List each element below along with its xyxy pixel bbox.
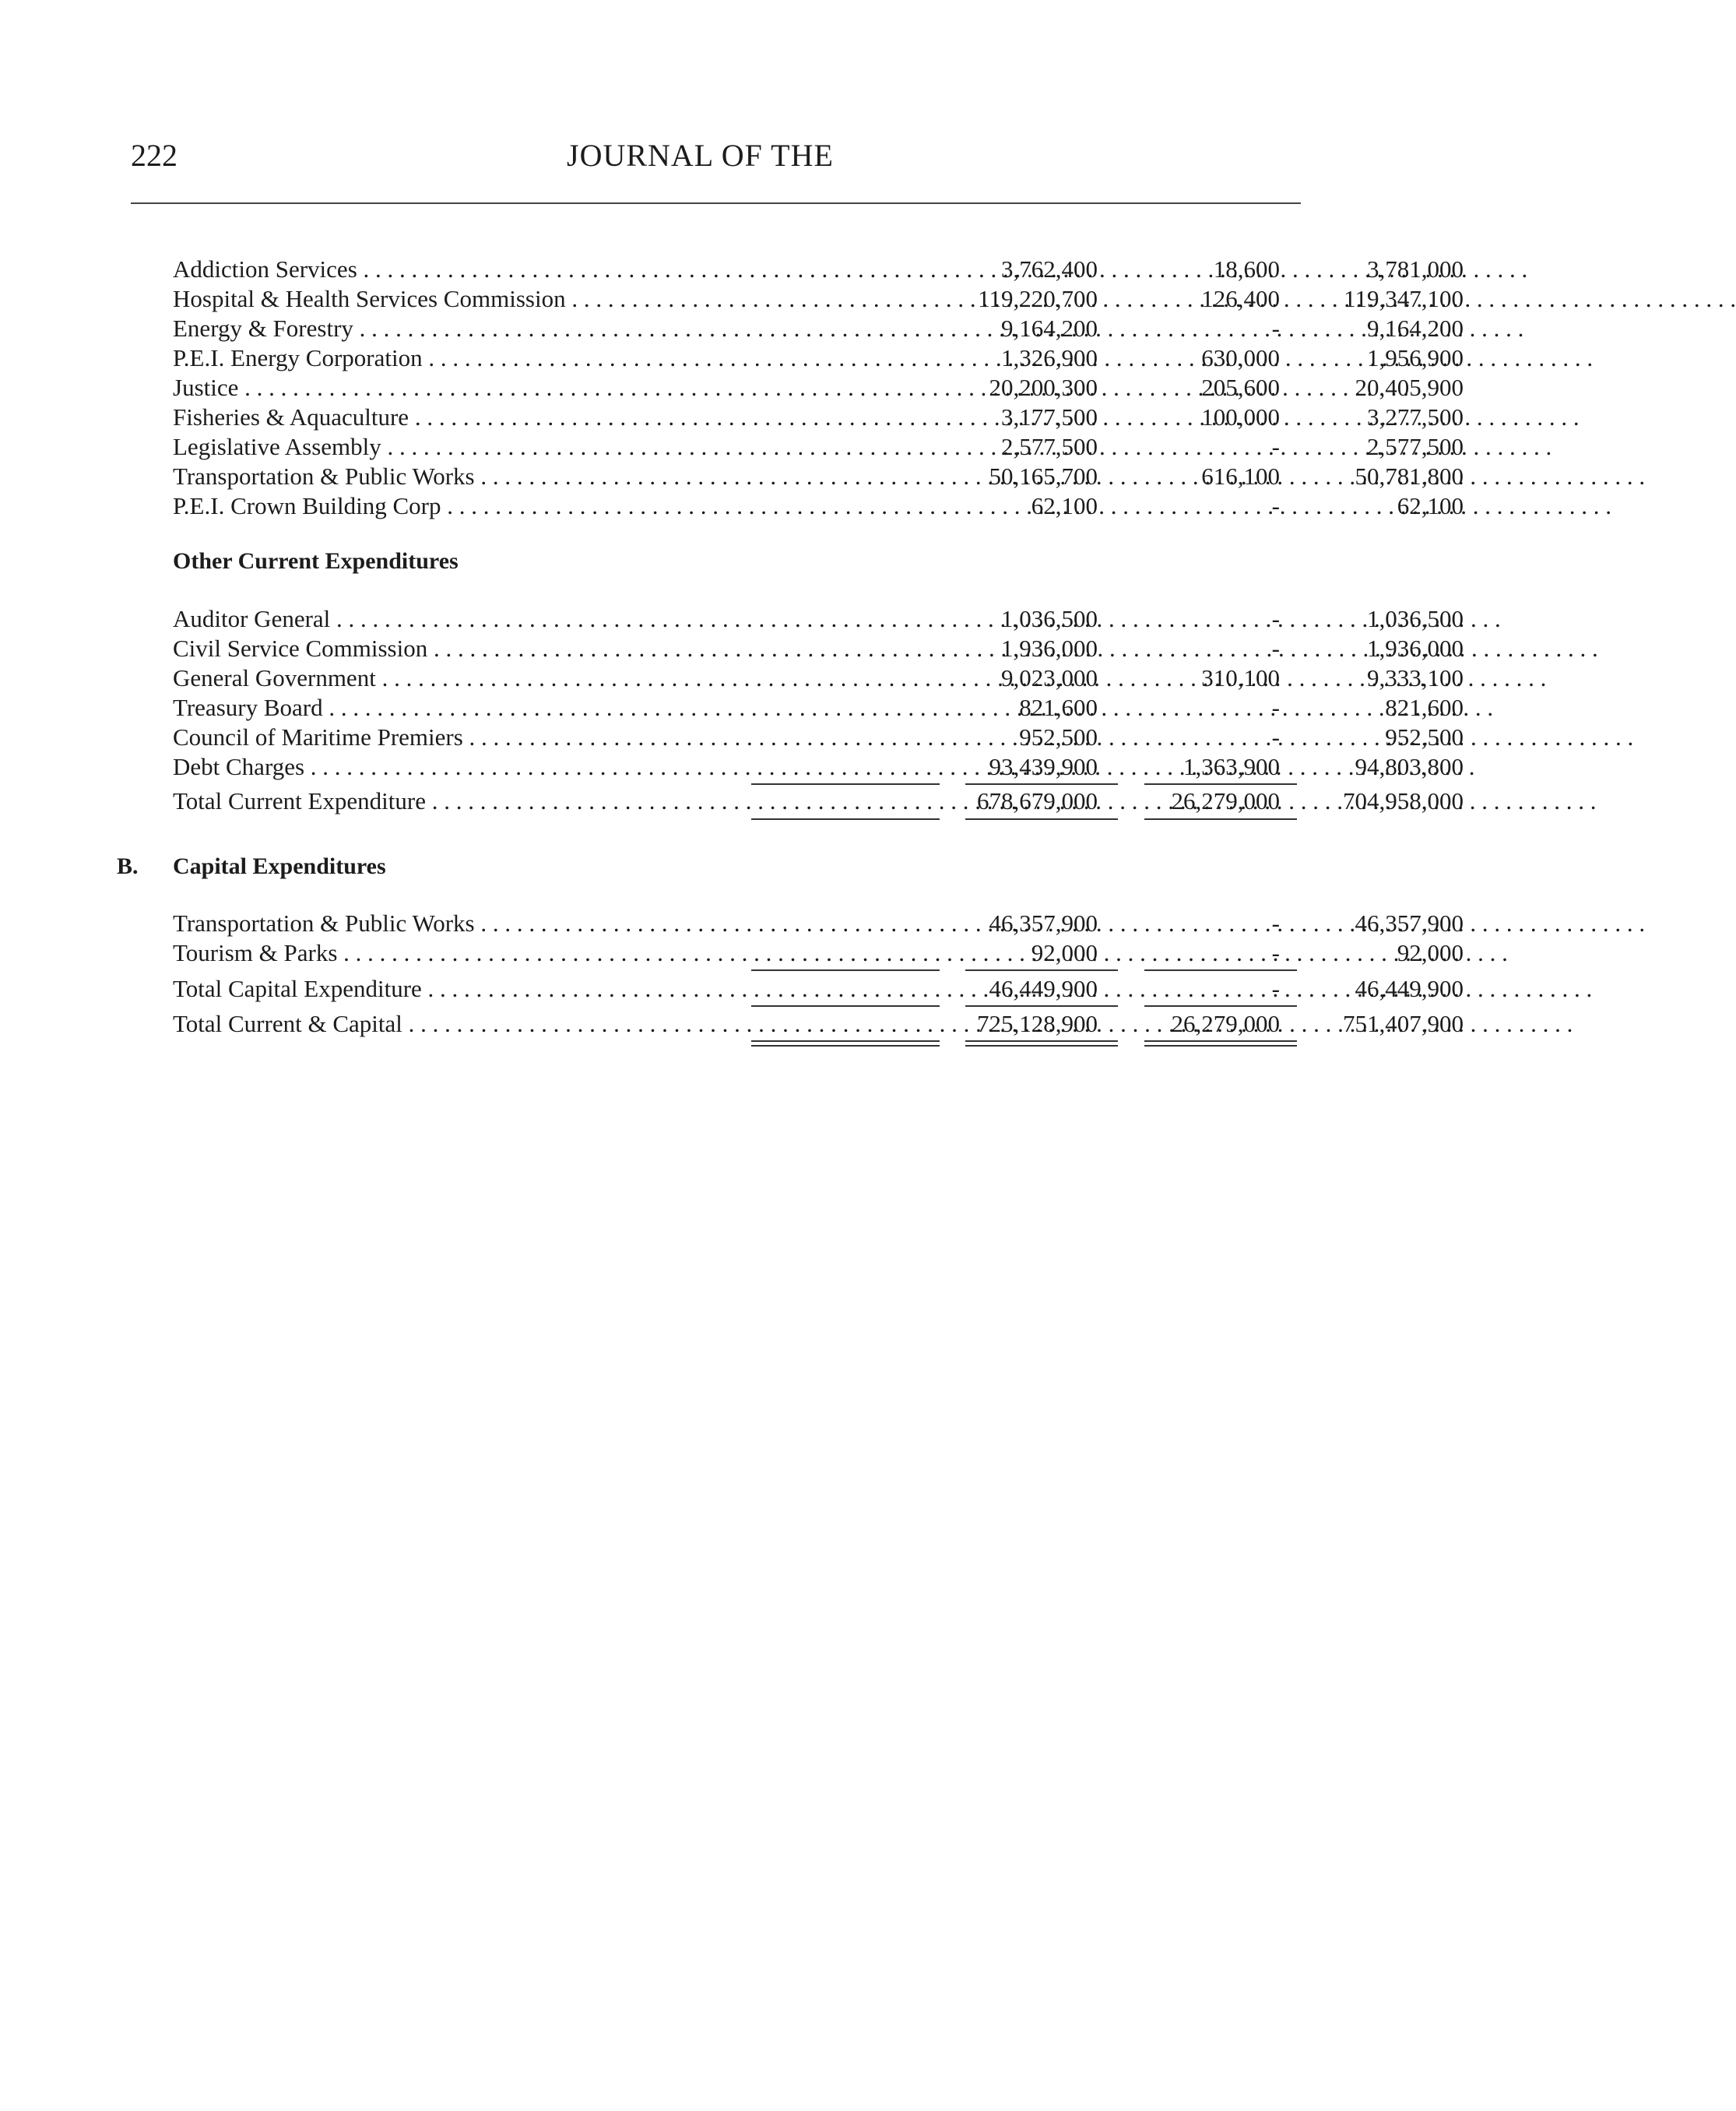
col1-value: 93,439,900: [989, 753, 1098, 780]
table-row: [173, 432, 1464, 462]
col2-value: -: [1271, 975, 1280, 1002]
section-heading-other: Other Current Expenditures: [173, 548, 459, 574]
subtotal-rule: [965, 969, 1118, 971]
row-label: Council of Maritime Premiers . . .: [173, 723, 749, 752]
subtotal-rule: [1144, 969, 1297, 971]
col2-value: -: [1271, 723, 1280, 751]
row-label: Legislative Assembly . . .: [173, 432, 749, 462]
col1-value: 952,500: [1019, 723, 1098, 751]
col3-value: 50,781,800: [1355, 463, 1464, 490]
col1-value: 1,326,900: [1001, 344, 1098, 371]
col2-value: -: [1271, 315, 1280, 342]
col1-value: 3,762,400: [1001, 255, 1098, 283]
col3-value: 9,333,100: [1367, 664, 1464, 691]
table-row: [173, 403, 1464, 432]
col3-value: 952,500: [1385, 723, 1464, 751]
col1-value: 1,936,000: [1001, 635, 1098, 662]
col3-value: 94,803,800: [1355, 753, 1464, 780]
subtotal-rule: [1144, 1005, 1297, 1007]
col2-value: -: [1271, 909, 1280, 937]
section-letter: B.: [117, 853, 139, 879]
double-rule: [751, 1045, 940, 1047]
col3-value: 1,956,900: [1367, 344, 1464, 371]
row-label: Total Current & Capital . . .: [173, 1009, 749, 1039]
row-label: Tourism & Parks . . .: [173, 938, 749, 968]
double-rule: [751, 1040, 940, 1042]
table-row: [173, 462, 1464, 491]
table-row: [173, 255, 1464, 284]
col3-value: 20,405,900: [1355, 374, 1464, 401]
col3-value: 1,936,000: [1367, 635, 1464, 662]
total-capital-row: [173, 974, 1464, 1004]
row-label: Civil Service Commission . . .: [173, 634, 749, 663]
col3-value: 1,036,500: [1367, 605, 1464, 632]
row-label: Debt Charges . . .: [173, 752, 749, 782]
double-rule: [1144, 1045, 1297, 1047]
table-row: [173, 634, 1464, 663]
grand-total-row: [173, 1009, 1464, 1039]
subtotal-rule: [751, 969, 940, 971]
table-row: [173, 693, 1464, 723]
col3-value: 3,781,000: [1367, 255, 1464, 283]
total-rule: [751, 818, 940, 820]
row-label: Justice . . .: [173, 373, 749, 403]
col3-value: 46,449,900: [1355, 975, 1464, 1002]
subtotal-rule: [1144, 783, 1297, 785]
table-row: [173, 373, 1464, 403]
row-label: Total Capital Expenditure . . .: [173, 974, 749, 1004]
table-row: [173, 491, 1464, 521]
section-heading-capital: Capital Expenditures: [173, 853, 386, 879]
col1-value: 20,200,300: [989, 374, 1098, 401]
table-row: [173, 938, 1464, 968]
double-rule: [965, 1040, 1118, 1042]
total-current-row: [173, 786, 1464, 816]
col2-value: -: [1271, 433, 1280, 460]
col2-value: -: [1271, 694, 1280, 721]
col2-value: 126,400: [1201, 285, 1280, 312]
row-label: Transportation & Public Works . . .: [173, 909, 749, 938]
col2-value: 26,279,000: [1171, 1010, 1280, 1037]
subtotal-rule: [965, 1005, 1118, 1007]
col2-value: -: [1271, 939, 1280, 966]
col1-value: 1,036,500: [1001, 605, 1098, 632]
row-label: Transportation & Public Works . . .: [173, 462, 749, 491]
col2-value: -: [1271, 492, 1280, 519]
col1-value: 9,023,000: [1001, 664, 1098, 691]
col2-value: 1,363,900: [1183, 753, 1280, 780]
col1-value: 725,128,900: [977, 1010, 1098, 1037]
col2-value: 18,600: [1213, 255, 1280, 283]
col3-value: 751,407,900: [1343, 1010, 1464, 1037]
col1-value: 678,679,000: [977, 787, 1098, 814]
col1-value: 50,165,700: [989, 463, 1098, 490]
double-rule: [1144, 1040, 1297, 1042]
table-row: [173, 909, 1464, 938]
subtotal-rule: [751, 783, 940, 785]
col2-value: 205,600: [1201, 374, 1280, 401]
col1-value: 62,100: [1031, 492, 1098, 519]
table-row: [173, 343, 1464, 373]
table-row: [173, 723, 1464, 752]
row-label: P.E.I. Energy Corporation . . .: [173, 343, 749, 373]
col1-value: 821,600: [1019, 694, 1098, 721]
col3-value: 821,600: [1385, 694, 1464, 721]
col3-value: 9,164,200: [1367, 315, 1464, 342]
col1-value: 3,177,500: [1001, 403, 1098, 431]
row-label: Energy & Forestry . . .: [173, 314, 749, 343]
col2-value: 310,100: [1201, 664, 1280, 691]
col2-value: -: [1271, 635, 1280, 662]
table-row: [173, 663, 1464, 693]
col2-value: 630,000: [1201, 344, 1280, 371]
table-row: [173, 604, 1464, 634]
total-rule: [1144, 818, 1297, 820]
subtotal-rule: [751, 1005, 940, 1007]
col2-value: 100,000: [1201, 403, 1280, 431]
col2-value: -: [1271, 605, 1280, 632]
table-row: [173, 314, 1464, 343]
row-label: Auditor General . . .: [173, 604, 749, 634]
col1-value: 46,357,900: [989, 909, 1098, 937]
row-label: Total Current Expenditure . . .: [173, 786, 749, 816]
col1-value: 92,000: [1031, 939, 1098, 966]
col3-value: 92,000: [1397, 939, 1464, 966]
page-number: 222: [131, 138, 177, 173]
col3-value: 62,100: [1397, 492, 1464, 519]
col3-value: 119,347,100: [1344, 285, 1464, 312]
double-rule: [965, 1045, 1118, 1047]
table-row: [173, 752, 1464, 782]
row-label: Fisheries & Aquaculture . . .: [173, 403, 749, 432]
row-label: Hospital & Health Services Commission . . .: [173, 284, 749, 314]
table-row: [173, 284, 1464, 314]
col3-value: 704,958,000: [1343, 787, 1464, 814]
row-label: Treasury Board . . .: [173, 693, 749, 723]
col2-value: 26,279,000: [1171, 787, 1280, 814]
col1-value: 119,220,700: [978, 285, 1098, 312]
col1-value: 46,449,900: [989, 975, 1098, 1002]
row-label: Addiction Services . . .: [173, 255, 749, 284]
row-label: General Government . . .: [173, 663, 749, 693]
row-label: P.E.I. Crown Building Corp . . .: [173, 491, 749, 521]
col3-value: 46,357,900: [1355, 909, 1464, 937]
col3-value: 2,577,500: [1367, 433, 1464, 460]
col1-value: 9,164,200: [1001, 315, 1098, 342]
col2-value: 616,100: [1201, 463, 1280, 490]
running-title: JOURNAL OF THE: [567, 138, 834, 173]
col3-value: 3,277,500: [1367, 403, 1464, 431]
subtotal-rule: [965, 783, 1118, 785]
total-rule: [965, 818, 1118, 820]
col1-value: 2,577,500: [1001, 433, 1098, 460]
